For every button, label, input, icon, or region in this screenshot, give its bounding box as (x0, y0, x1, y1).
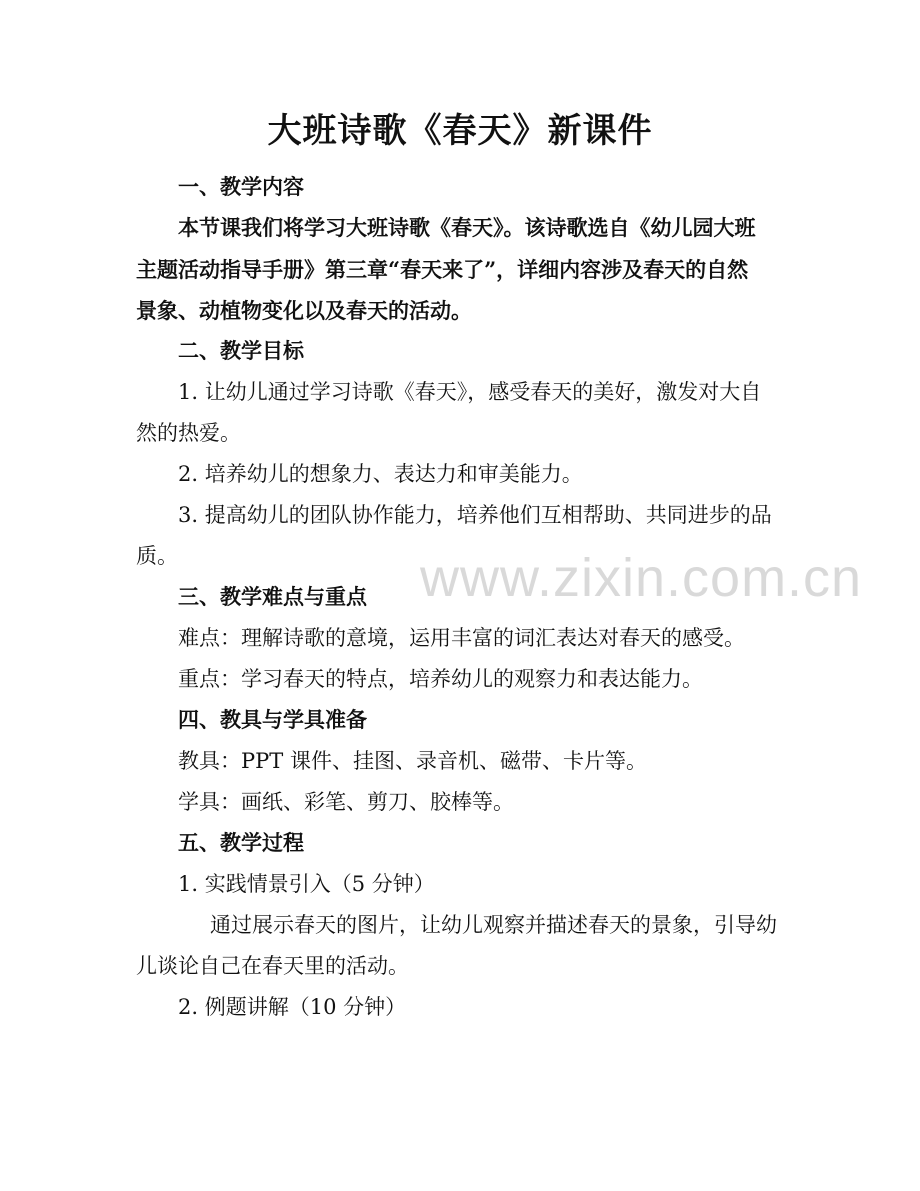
content-paragraph-line: 景象、动植物变化以及春天的活动。 (136, 298, 472, 323)
objective-item: 2. 培养幼儿的想象力、表达力和审美能力。 (178, 462, 583, 486)
objective-item-line: 质。 (136, 544, 178, 568)
section-heading-materials: 四、教具与学具准备 (178, 707, 367, 732)
objective-item-line: 3. 提高幼儿的团队协作能力，培养他们互相帮助、共同进步的品 (178, 503, 772, 527)
section-heading-key-points: 三、教学难点与重点 (178, 584, 367, 609)
content-paragraph-line: 本节课我们将学习大班诗歌《春天》。该诗歌选自《幼儿园大班 (178, 215, 756, 240)
process-step-description-line: 儿谈论自己在春天里的活动。 (136, 954, 409, 978)
teaching-tools-text: 教具：PPT 课件、挂图、录音机、磁带、卡片等。 (178, 749, 647, 773)
watermark: www.zixin.com.cn (420, 548, 863, 608)
process-step-description-line: 通过展示春天的图片，让幼儿观察并描述春天的景象，引导幼 (210, 913, 777, 937)
difficulty-text: 难点：理解诗歌的意境，运用丰富的词汇表达对春天的感受。 (178, 626, 745, 650)
section-heading-process: 五、教学过程 (178, 830, 304, 855)
focus-text: 重点：学习春天的特点，培养幼儿的观察力和表达能力。 (178, 667, 703, 691)
learning-tools-text: 学具：画纸、彩笔、剪刀、胶棒等。 (178, 790, 514, 814)
process-step: 2. 例题讲解（10 分钟） (178, 995, 407, 1019)
document-title: 大班诗歌《春天》新课件 (267, 111, 653, 151)
content-paragraph-line: 主题活动指导手册》第三章“春天来了”，详细内容涉及春天的自然 (136, 257, 749, 282)
section-heading-content: 一、教学内容 (178, 174, 304, 199)
section-heading-objectives: 二、教学目标 (178, 338, 304, 363)
objective-item-line: 然的热爱。 (136, 421, 241, 445)
process-step: 1. 实践情景引入（5 分钟） (178, 872, 435, 896)
objective-item-line: 1. 让幼儿通过学习诗歌《春天》，感受春天的美好，激发对大自 (178, 380, 762, 404)
